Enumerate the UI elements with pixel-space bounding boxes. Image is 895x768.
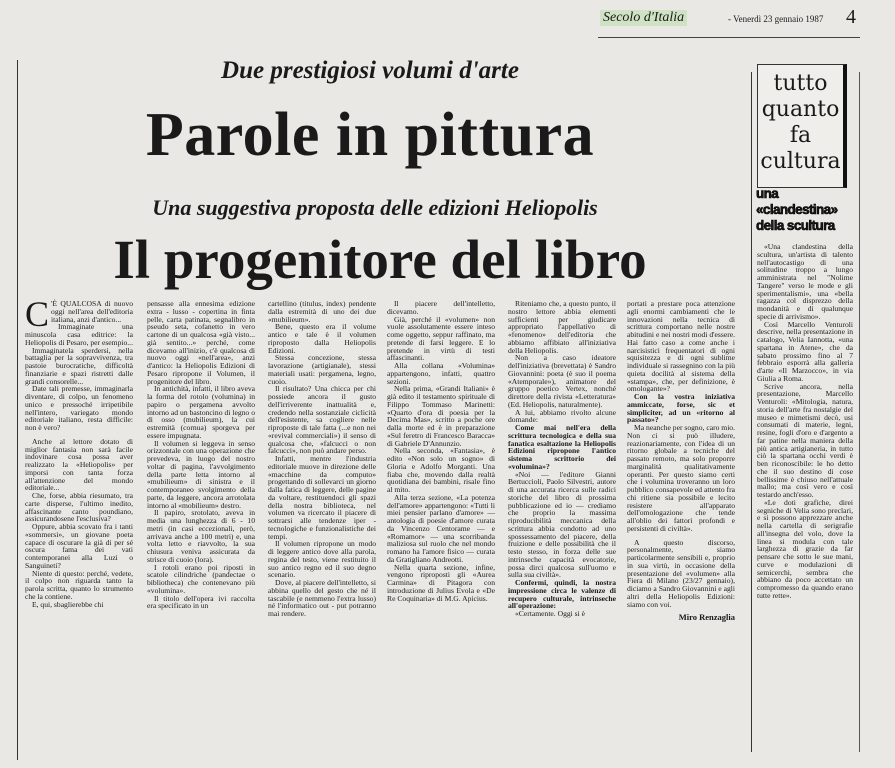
article-paragraph: Alla terza sezione, «La potenza dell'amore» appartengono: «Tutti li miei pensier parlano d'amore» — antologia di poesie d'amore curata da Vincenzo Centorame — e «Romamor» — una scorribanda maliziosa sul ruolo che nel mondo romano ha l'amore fisico — curata da Gratigliano Andreotti. xyxy=(387,492,495,564)
rubric-line: tutto xyxy=(773,71,828,96)
article-paragraph: portati a prestare poca attenzione agli enormi cambiamenti che le innovazioni nella tecnica di scrittura comportano nelle nostre abitudini e nei nostri modi d'essere. Hai fatto caso a come anche i narcisistici frequentatori di ogni squisitezza e di ogni sublime individuale si rassegnino con la più quieta docilità al sistema della «stampa», che, per definizione, è omologante»? xyxy=(627,299,735,394)
article-paragraph: cartellino (titulus, index) pendente dalla estremità di uno dei due «mubilieum». xyxy=(268,299,376,324)
article-title: Parole in pittura xyxy=(145,101,595,169)
article-paragraph: Nella seconda, «Fantasia», è edito «Non solo un sogno» di Gloria e Adolfo Morganti. Una fiaba che, movendo dalla realtà quotidiana dei bambini, risale fino al mito. xyxy=(387,446,495,494)
article-column-1 xyxy=(25,294,133,609)
article-paragraph: Che, forse, abbia riesumato, tra carte disperse, l'ultimo inedito, affascinante canto poundiano, assicurandosene l'esclusiva? xyxy=(25,491,133,524)
article-paragraph: Stessa concezione, stessa lavorazione (artigianale), stessi materiali usati: pergamena, legno, cuoio. xyxy=(268,353,376,386)
sidebar-paragraph: «Le doti grafiche, direi segniche di Velia sono preclari, e si possono apprezzare anche nella cartella di serigrafie all'insegna del volo, dove la linea si modula con tale larghezza di grazie da far pensare che sotto le sue mani, curve e modulazioni di semicerchi, sembra che abbiano da poco accettato un compromesso da quando erano tutte rette». xyxy=(757,497,853,600)
article-paragraph: I rotoli erano poi riposti in scatole cilindriche (pandectae o bibliotheca) che contenevano più «volumina». xyxy=(147,562,255,595)
article-paragraph: Il risultato? Una chicca per chi possiede ancora il gusto dell'irriverente inattualità e, credendo nella sostanziale ciclicità dell'esistente, sa cogliere nelle riproposte di tale fatta (...e non nei «revival commerciali») il senso di qualcosa che, «falcucci o non falcucci», non può andare perso. xyxy=(268,384,376,456)
sidebar-paragraph: Così Marcello Venturoli descrive, nella presentazione in catalogo, Velia Iannotta, «una spartana in Atene», che da sabato prossimo fino al 7 febbraio esporrà alla galleria d'arte «Il Marzocco», in via Giulia a Roma. xyxy=(757,319,853,383)
sidebar-paragraph: Scrive ancora, nella presentazione, Marcello Venturoli: «Mitologia, natura, storia dell'arte fra nostalgie del museo e mimetismi decò, usi consumati di materie, legni, resine, fogli d'oro e d'argento a far patine nella maniera della più antica artigianeria, in tutto ciò la spartana occhi verdi è ben riconoscibile: le ho detto che il suo destino di cose bellissime è chiuso nell'attuale mallo; ma così vero e così testardo anch'esso. xyxy=(757,381,853,499)
article-paragraph: Il volumen si leggeva in senso orizzontale con una operazione che prevedeva, in luogo del nostro voltar di pagina, l'avvolgimento della parte letta intorno al «mubilieum» di sinistra e il contemporaneo svolgimento della parte, da leggere, ancora arrotolata intorno al «mobilieum» destro. xyxy=(147,438,255,510)
article-paragraph: «Noi — l'editore Gianni Bertuccioli, Paolo Silvestri, autore di una accurata ricerca sulle radici storiche del libro di prossima pubblicazione ed io — crediamo che proprio la massima riproducibilità meccanica della scrittura abbia condotto ad uno spossessamento del piacere, della fruizione e delle possibilità che il testo stesso, in forza delle sue intrinseche capacità evocatorie, possa dirci qualcosa sull'uomo e sulla sua civiltà». xyxy=(508,469,616,580)
rubric-line: cultura xyxy=(760,149,841,174)
drop-cap: C xyxy=(25,294,50,334)
sidebar-rubric-box xyxy=(757,64,847,188)
author-signature: Miro Renzaglia xyxy=(678,612,735,623)
article-paragraph: Alla collana «Volumina» appartengono, infatti, quattro sezioni. xyxy=(387,361,495,386)
article-paragraph: «Certamente. Oggi si è xyxy=(515,609,586,618)
newspaper-name: Secolo d'Italia xyxy=(600,10,687,26)
article-column-2 xyxy=(147,300,255,610)
article-paragraph: Il piacere dell'intelletto, dicevamo. xyxy=(387,299,495,316)
article-column-6 xyxy=(627,300,735,622)
article-paragraph: Bene, questo era il volume antico e tale è il volumen riproposto dalla Heliopolis Edizioni. xyxy=(268,322,376,355)
article-paragraph: Infatti, mentre l'industria editoriale muove in direzione delle «macchine da computo» progettando di sollevarci un giorno dalla fatica di leggere, delle pagine da voltare, restituendoci gli spazi della nostra biblioteca, nel volumen va ricercato il piacere di sottrarsi alle tendenze iper - tecnologiche e funzionalistiche dei tempi. xyxy=(268,454,376,541)
article-paragraph: Immaginatela sperdersi, nella battaglia per la sopravvivenza, tra pastoie burocratiche, difficoltà finanziarie e spazi ristretti dalle grandi consorelle... xyxy=(25,345,133,386)
page-number: 4 xyxy=(846,6,856,28)
sidebar-title-line: una xyxy=(756,186,779,201)
article-paragraph: Ma neanche per sogno, caro mio. Non ci si può illudere, reazionariamente, con l'idea di un ritorno globale a tecniche del passato remoto, ma solo proporre marginalità qualitativamente operanti. Per questo siamo certi che i volumina troveranno un loro pubblico consapevole ed attento fra chi ritiene sia possibile e lecito resistere all'apparato dell'omologazione che tende all'oblio dei fattori profondi e persistenti di civiltà». xyxy=(627,423,736,533)
article-paragraph-lead: 'È QUALCOSA di nuovo oggi nell'area dell'editoria italiana, anzi d'antico... xyxy=(51,299,133,324)
article-column-3 xyxy=(268,300,376,618)
rubric-line: fa xyxy=(789,123,812,148)
article-paragraph: Il volumen ripropone un modo di leggere antico dove alla parola, regina del testo, viene restituito il suo antico regno ed il suo degno scenario. xyxy=(268,539,376,580)
left-margin-rule xyxy=(17,60,18,760)
rubric-line: quanto xyxy=(761,97,840,122)
article-paragraph: Date tali premesse, immaginarla diventare, di colpo, un fenomeno unico e pressoché irripetibile nell'intero, variegato mondo editoriale italiano, resta difficile: non è vero? xyxy=(25,384,133,432)
article-paragraph: Riteniamo che, a questo punto, il nostro lettore abbia elementi sufficienti per giudicare appropriato l'appellativo di «fenomeno» dell'editoria che abbiamo affibiato all'iniziativa della Heliopolis. xyxy=(508,299,616,355)
article-paragraph: E, qui, sbaglierebbe chi xyxy=(32,599,104,609)
article-column-4 xyxy=(387,300,495,602)
article-kicker: Due prestigiosi volumi d'arte xyxy=(221,57,519,84)
article-paragraph: Nella quarta sezione, infine, vengono riproposti gli «Aurea Carmina» di Pitagora con introduzione di Julius Evola e «De Re Coquinaria» di M.G. Apicius. xyxy=(387,562,495,603)
article-subtitle: Una suggestiva proposta delle edizioni Heliopolis xyxy=(152,195,598,220)
article-paragraph: Come mai nell'era della scrittura tecnologica e della sua fanatica esaltazione la Heliopolis Edizioni ripropone l'antico sistema scrittorio dei «volumina»? xyxy=(508,423,616,471)
article-paragraph: Confermi, quindi, la nostra impressione circa le valenze di recupero culturale, intrinseche all'operazione: xyxy=(508,578,616,611)
article-paragraph: Niente di questo: perché, vedete, il colpo non riguarda tanto la parola scritta, quanto lo strumento che la contiene. xyxy=(25,568,133,601)
sidebar-title xyxy=(756,186,856,234)
article-paragraph: Oppure, abbia scovato fra i tanti «sommersi», un giovane poeta capace di oscurare la già di per sé oscura fama dei vati contemporanei alla Luzi o Sanguineti? xyxy=(25,522,133,570)
issue-date: - Venerdì 23 gennaio 1987 xyxy=(728,14,824,24)
article-paragraph: Immaginate una minuscola casa editrice: la Heliopolis di Pesaro, per esempio... xyxy=(25,322,133,347)
article-paragraph: Dove, al piacere dell'intelletto, si abbina quello del gesto che né il tascabile (e nemmeno l'extra lusso) né l'informatico out - put potranno mai rendere. xyxy=(268,578,376,618)
sidebar-title-line: «clandestina» xyxy=(756,202,838,217)
article-paragraph: In antichità, infatti, il libro aveva la forma del rotolo (volumina) in papiro o pergamena avvolto intorno ad un bastoncino di legno o di osso (mubilieum), la cui estremità (cornua) sporgeva per essere impugnata. xyxy=(147,384,255,440)
sidebar-text xyxy=(757,243,853,600)
article-paragraph: A lui, abbiamo rivolto alcune domande: xyxy=(508,407,616,425)
sidebar-title-line: della scultura xyxy=(756,218,835,233)
article-paragraph: Nella prima, «Grandi Italiani» è già edito il testamento spirituale di Filippo Tommaso Marinetti: «Quarto d'ora di poesia per la Decima Mas», scritto a poche ore dalla morte ed è in preparazione «Sul feretro di Francesco Baracca» di Gabriele D'Annunzio. xyxy=(387,384,495,448)
article-paragraph: Il titolo dell'opera ivi raccolta era specificato in un xyxy=(147,593,255,611)
article-paragraph: Già, perché il «volumen» non vuole assolutamente essere inteso come oggetto, seppur raffinato, ma pretende di farsi leggere. E lo pretende in virtù di testi affascinanti. xyxy=(387,314,495,363)
article-paragraph: Il papiro, srotolato, aveva in media una lunghezza di 6 - 10 metri (in casi eccezionali, però, arrivava anche a 100 metri) e, una volta letto e riavvolto, la sua chiusura veniva assicurata da strisce di cuoio (lora). xyxy=(147,508,255,564)
header-rule xyxy=(598,37,860,38)
article-paragraph: Anche al lettore dotato di miglior fantasia non sarà facile indovinare cosa possa aver realizzato la «Heliopolis» per imporsi con tanta forza all'attenzione del mondo editoriale... xyxy=(25,436,133,493)
sidebar-paragraph: «Una clandestina della scultura, un'artista di talento nell'autocastigo di una solitudine troppo a lungo amministrata nel "Nolime Tangere" verso le mode e gli sperimentalismi», una «bella ragazza col disprezzo della mondanità e di qualunque specie di arrivismo». xyxy=(757,242,853,321)
article-paragraph: Non a caso ideatore dell'iniziativa (brevettata) è Sandro Giovannini: poeta (è suo il poema «Atemporale»), animatore del gruppo poetico Vertex, nonché direttore della rivista «Letteratura» (Ed. Heliopolis, naturalmente). xyxy=(508,353,616,409)
article-column-5 xyxy=(508,300,616,618)
article-paragraph: Con la vostra iniziativa ammiccate, forse, sic et simpliciter, ad un «ritorno al passato»? xyxy=(627,392,735,425)
article-headline: Il progenitore del libro xyxy=(113,229,647,290)
article-paragraph: pensasse alla ennesima edizione extra - lusso - copertina in finta pelle, carta patinata, segnalibro in pseudo seta, cofanetto in vero cartone di un qualcosa «già visto... già sentito...» perché, come dicevamo all'inizio, c'è qualcosa di nuovo oggi «nell'area», anzi d'antico: la Heliopolis Edizioni di Pesaro ripropone il Volumen, il progenitore del libro. xyxy=(147,299,255,386)
article-paragraph: A questo discorso, personalmente, siamo particolarmente sensibili e, proprio in sua virtù, in occasione della presentazione del «volumen» alla Fiera di Milano (23/27 gennaio), diciamo a Sandro Giovannini e agli altri della Heliopolis Edizioni: siamo con voi. xyxy=(627,537,735,609)
